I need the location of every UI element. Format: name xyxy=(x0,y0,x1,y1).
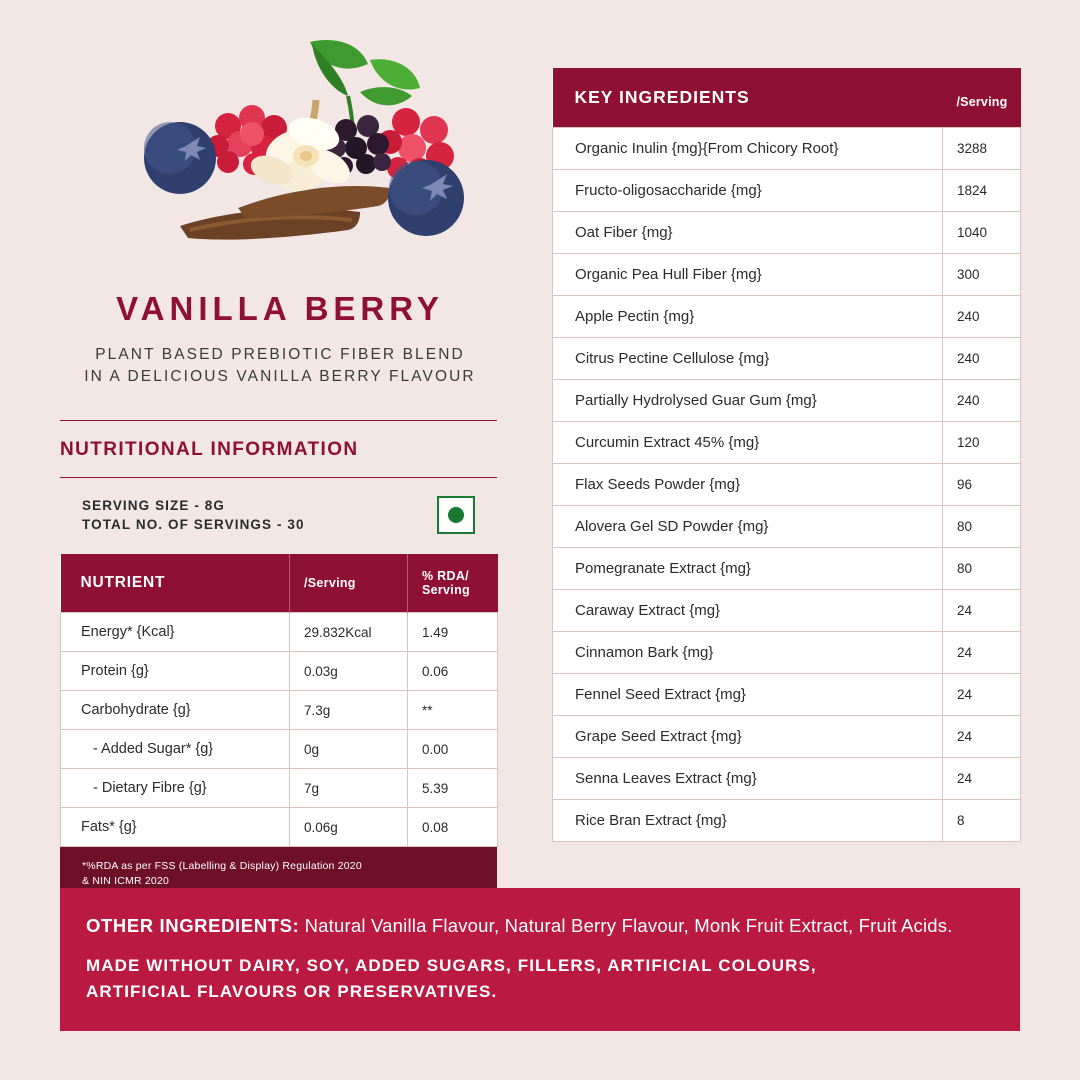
table-row xyxy=(61,769,498,808)
table-row xyxy=(553,296,1021,338)
table-row xyxy=(553,254,1021,296)
ingredient-name: Organic Pea Hull Fiber {mg} xyxy=(553,254,943,296)
ingredient-value: 300 xyxy=(943,254,1021,296)
product-subtitle xyxy=(60,344,500,388)
ingredient-name: Curcumin Extract 45% {mg} xyxy=(553,422,943,464)
nutrient-serving: 0.03g xyxy=(290,652,408,691)
footnote-line-2: & NIN ICMR 2020 xyxy=(82,875,170,887)
ingredient-name: Grape Seed Extract {mg} xyxy=(553,716,943,758)
key-ingredients-table xyxy=(552,68,1021,842)
table-row xyxy=(553,212,1021,254)
ingredient-name: Senna Leaves Extract {mg} xyxy=(553,758,943,800)
nutrient-name: Protein {g} xyxy=(61,652,290,691)
table-row xyxy=(553,632,1021,674)
nutrient-rda: 5.39 xyxy=(408,769,498,808)
ingredient-value: 24 xyxy=(943,758,1021,800)
other-ingredients-text: Natural Vanilla Flavour, Natural Berry Flavour, Monk Fruit Extract, Fruit Acids. xyxy=(299,915,953,936)
ingredient-name: Flax Seeds Powder {mg} xyxy=(553,464,943,506)
nutrient-rda: 1.49 xyxy=(408,613,498,652)
nutrition-table-header-row xyxy=(61,554,498,613)
ingredient-value: 8 xyxy=(943,800,1021,842)
nutrient-name: Fats* {g} xyxy=(61,808,290,847)
left-column xyxy=(60,30,500,918)
table-row xyxy=(553,590,1021,632)
divider-top xyxy=(60,420,497,421)
nutrient-name: - Dietary Fibre {g} xyxy=(61,769,290,808)
other-ingredients-banner xyxy=(60,888,1020,1031)
nutrition-col-rda xyxy=(408,554,498,613)
ingredient-value: 240 xyxy=(943,296,1021,338)
table-row xyxy=(61,652,498,691)
key-ingredients-header-row xyxy=(553,68,1021,128)
ingredient-name: Fennel Seed Extract {mg} xyxy=(553,674,943,716)
rda-line-2: Serving xyxy=(422,583,470,597)
table-row xyxy=(553,716,1021,758)
serving-row xyxy=(60,496,497,534)
ingredient-value: 120 xyxy=(943,422,1021,464)
footnote-line-1: *%RDA as per FSS (Labelling & Display) Regulation 2020 xyxy=(82,860,362,872)
table-row xyxy=(553,674,1021,716)
ingredient-name: Pomegranate Extract {mg} xyxy=(553,548,943,590)
made-without-text xyxy=(86,953,994,1005)
ingredient-value: 24 xyxy=(943,632,1021,674)
ingredient-value: 3288 xyxy=(943,128,1021,170)
key-ingredients-serving-header: /Serving xyxy=(943,68,1021,128)
vegetarian-mark-icon xyxy=(437,496,475,534)
serving-info xyxy=(60,496,305,534)
table-row xyxy=(61,808,498,847)
other-ingredients-line xyxy=(86,912,994,939)
ingredient-name: Caraway Extract {mg} xyxy=(553,590,943,632)
ingredient-name: Organic Inulin {mg}{From Chicory Root} xyxy=(553,128,943,170)
key-ingredients-heading: KEY INGREDIENTS xyxy=(553,68,943,128)
ingredient-name: Oat Fiber {mg} xyxy=(553,212,943,254)
nutrient-name: Carbohydrate {g} xyxy=(61,691,290,730)
nutrition-heading: NUTRITIONAL INFORMATION xyxy=(60,439,359,460)
subtitle-line-1: PLANT BASED PREBIOTIC FIBER BLEND xyxy=(95,346,465,363)
ingredient-value: 24 xyxy=(943,590,1021,632)
total-servings: TOTAL NO. OF SERVINGS - 30 xyxy=(82,517,305,532)
ingredient-value: 96 xyxy=(943,464,1021,506)
table-row xyxy=(553,800,1021,842)
ingredient-value: 1824 xyxy=(943,170,1021,212)
table-row xyxy=(553,380,1021,422)
nutrient-rda: 0.00 xyxy=(408,730,498,769)
table-row xyxy=(553,422,1021,464)
nutrient-rda: 0.08 xyxy=(408,808,498,847)
nutrient-rda: ** xyxy=(408,691,498,730)
made-without-line-2: ARTIFICIAL FLAVOURS OR PRESERVATIVES. xyxy=(86,982,498,1001)
nutrient-rda: 0.06 xyxy=(408,652,498,691)
table-row xyxy=(61,691,498,730)
page-title: VANILLA BERRY xyxy=(116,290,444,327)
nutrition-col-serving: /Serving xyxy=(290,554,408,613)
nutrition-col-nutrient: NUTRIENT xyxy=(61,554,290,613)
ingredient-name: Cinnamon Bark {mg} xyxy=(553,632,943,674)
fruit-artwork-svg xyxy=(60,30,500,260)
nutrition-table xyxy=(60,554,498,847)
ingredient-value: 80 xyxy=(943,506,1021,548)
subtitle-line-2: IN A DELICIOUS VANILLA BERRY FLAVOUR xyxy=(84,368,476,385)
table-row xyxy=(553,170,1021,212)
made-without-line-1: MADE WITHOUT DAIRY, SOY, ADDED SUGARS, FILLERS, ARTIFICIAL COLOURS, xyxy=(86,956,817,975)
ingredient-name: Rice Bran Extract {mg} xyxy=(553,800,943,842)
table-row xyxy=(61,730,498,769)
ingredient-value: 24 xyxy=(943,716,1021,758)
table-row xyxy=(553,464,1021,506)
serving-size: SERVING SIZE - 8G xyxy=(82,498,225,513)
ingredient-name: Citrus Pectine Cellulose {mg} xyxy=(553,338,943,380)
ingredient-value: 240 xyxy=(943,338,1021,380)
ingredient-name: Alovera Gel SD Powder {mg} xyxy=(553,506,943,548)
ingredient-name: Partially Hydrolysed Guar Gum {mg} xyxy=(553,380,943,422)
berry-vanilla-illustration xyxy=(60,30,500,260)
nutrient-name: Energy* {Kcal} xyxy=(61,613,290,652)
right-column xyxy=(552,68,1020,842)
table-row xyxy=(553,758,1021,800)
table-row xyxy=(553,128,1021,170)
table-row xyxy=(553,548,1021,590)
ingredient-value: 240 xyxy=(943,380,1021,422)
table-row xyxy=(553,338,1021,380)
table-row xyxy=(61,613,498,652)
nutrient-serving: 7.3g xyxy=(290,691,408,730)
ingredient-value: 24 xyxy=(943,674,1021,716)
ingredient-name: Apple Pectin {mg} xyxy=(553,296,943,338)
nutrient-serving: 7g xyxy=(290,769,408,808)
other-ingredients-label: OTHER INGREDIENTS: xyxy=(86,915,300,936)
ingredient-value: 80 xyxy=(943,548,1021,590)
rda-line-1: % RDA/ xyxy=(422,569,469,583)
nutrient-serving: 0.06g xyxy=(290,808,408,847)
table-row xyxy=(553,506,1021,548)
vegetarian-dot xyxy=(448,507,464,523)
divider-under-heading xyxy=(60,477,497,478)
nutrient-serving: 29.832Kcal xyxy=(290,613,408,652)
nutrient-name: - Added Sugar* {g} xyxy=(61,730,290,769)
ingredient-value: 1040 xyxy=(943,212,1021,254)
nutrient-serving: 0g xyxy=(290,730,408,769)
ingredient-name: Fructo-oligosaccharide {mg} xyxy=(553,170,943,212)
